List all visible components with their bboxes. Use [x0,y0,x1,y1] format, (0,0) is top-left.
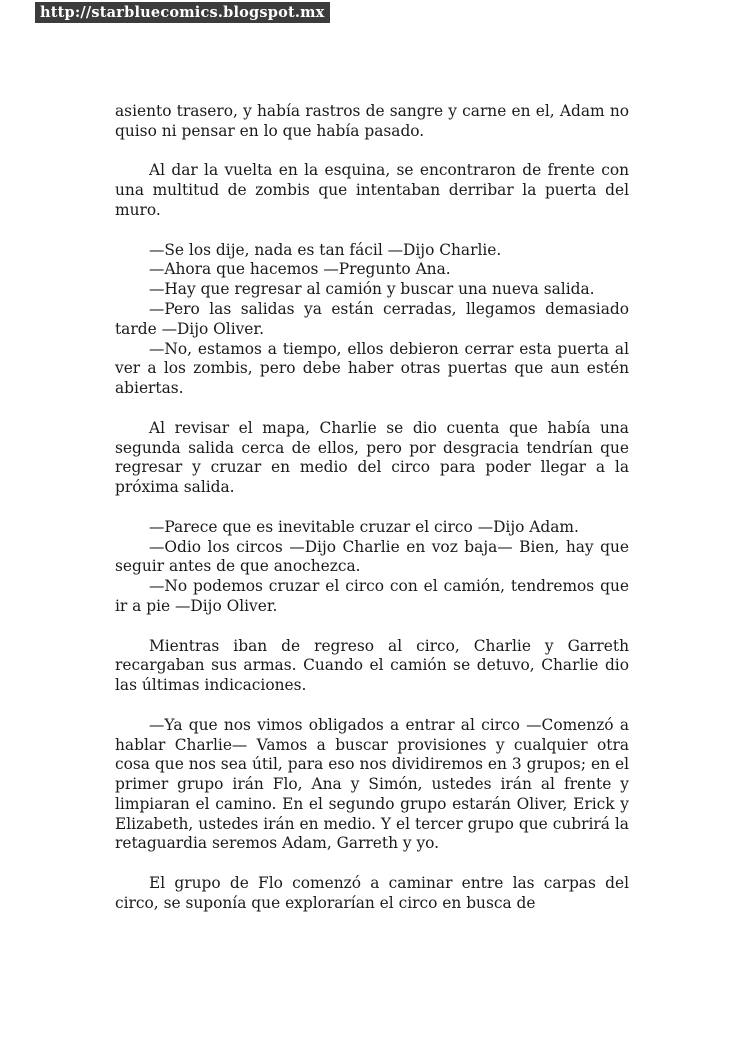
dialogue-line-4: —Pero las salidas ya están cerradas, llegamos demasiado tarde —Dijo Oliver. [115,299,629,338]
dialogue-line-9: —Ya que nos vimos obligados a entrar al circo —Comenzó a hablar Charlie— Vamos a buscar provisiones y cualquier otra cosa que nos sea útil, para eso nos dividiremos en 3 grupos; en el primer grupo irán Flo, Ana y Simón, ustedes irán al frente y limpiaran el camino. En el segundo grupo estarán Oliver, Erick y Elizabeth, ustedes irán en medio. Y el tercer grupo que cubrirá la retaguardia seremos Adam, Garreth y yo. [115,715,629,853]
dialogue-line-5: —No, estamos a tiempo, ellos debieron cerrar esta puerta al ver a los zombis, pero debe haber otras puertas que aun estén abiertas. [115,339,629,398]
page-text [115,102,629,914]
blog-watermark: http://starbluecomics.blogspot.mx [35,2,330,23]
dialogue-line-3: —Hay que regresar al camión y buscar una nueva salida. [149,280,595,299]
dialogue-line-6: —Parece que es inevitable cruzar el circo —Dijo Adam. [149,517,579,536]
paragraph-4: Mientras iban de regreso al circo, Charlie y Garreth recargaban sus armas. Cuando el camión se detuvo, Charlie dio las últimas indicaciones. [115,636,629,695]
dialogue-line-1: —Se los dije, nada es tan fácil —Dijo Charlie. [149,240,502,259]
dialogue-line-7: —Odio los circos —Dijo Charlie en voz baja— Bien, hay que seguir antes de que anochezca. [115,537,629,576]
paragraph-5: El grupo de Flo comenzó a caminar entre las carpas del circo, se suponía que explorarían el circo en busca de [115,874,629,912]
paragraph-3: Al revisar el mapa, Charlie se dio cuenta que había una segunda salida cerca de ellos, pero por desgracia tendrían que regresar y cruzar en medio del circo para poder llegar a la próxima salida. [115,418,629,497]
dialogue-line-2: —Ahora que hacemos —Pregunto Ana. [149,260,451,279]
paragraph-1: asiento trasero, y había rastros de sangre y carne en el, Adam no quiso ni pensar en lo que había pasado. [115,102,629,140]
dialogue-line-8: —No podemos cruzar el circo con el camión, tendremos que ir a pie —Dijo Oliver. [115,577,629,615]
paragraph-2: Al dar la vuelta en la esquina, se encontraron de frente con una multitud de zombis que intentaban derribar la puerta del muro. [115,161,629,219]
